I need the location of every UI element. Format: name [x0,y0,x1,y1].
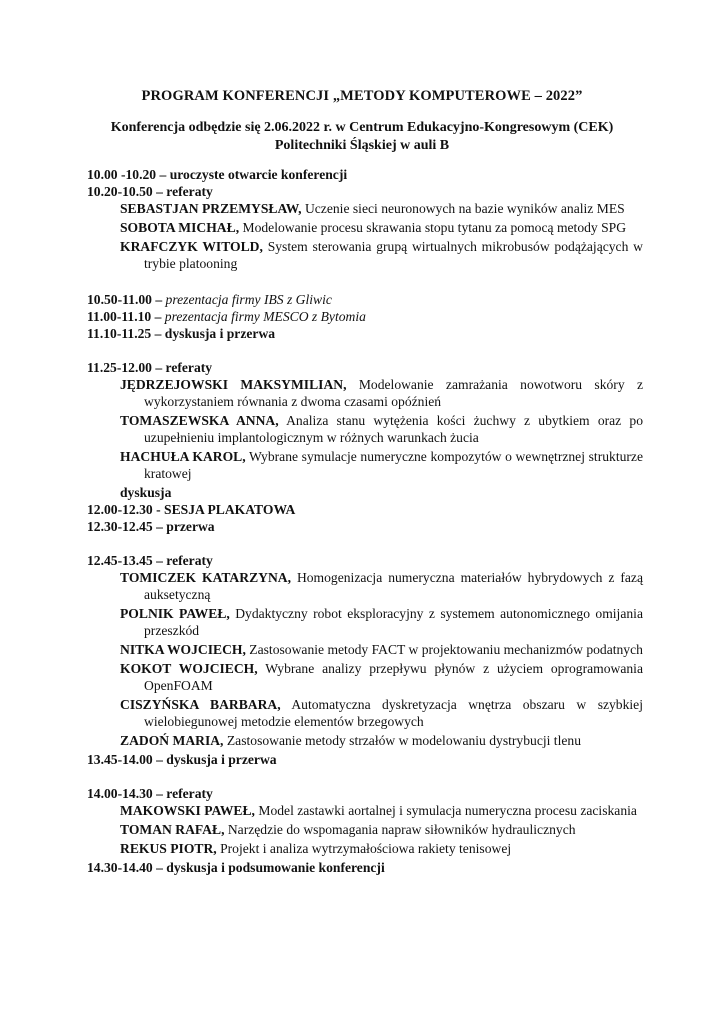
talk-author: NITKA WOJCIECH, [120,642,246,657]
slot-time: 10.20-10.50 [87,184,153,199]
conference-info-line-1: Konferencja odbędzie się 2.06.2022 r. w Centrum Edukacyjno-Kongresowym (CEK) [110,120,614,135]
slot-time: 11.10-11.25 [87,326,152,341]
slot-description: przerwa [166,519,215,534]
slot-time: 11.00-11.10 [87,309,152,324]
slot-separator: – [152,519,167,534]
slot-separator: – [152,184,167,199]
slot-time: 12.30-12.45 [87,519,153,534]
talk-entry [120,660,643,694]
slot-description: dyskusja i przerwa [164,326,276,341]
slot-time: 12.00-12.30 [87,502,153,517]
talk-author: MAKOWSKI PAWEŁ, [120,803,255,818]
talk-entry [120,821,643,838]
schedule-slot [87,751,643,768]
slot-separator: – [151,326,165,341]
talk-title: Homogenizacja numeryczna materiałów hybrydowych z fazą auksetyczną [144,570,643,602]
slot-description: uroczyste otwarcie konferencji [169,167,348,182]
talk-author: SEBASTJAN PRZEMYSŁAW, [120,201,302,216]
talk-title: Dydaktyczny robot eksploracyjny z systemem autonomicznego omijania przeszkód [144,606,643,638]
talk-author: TOMICZEK KATARZYNA, [120,570,291,585]
slot-description: dyskusja i przerwa [166,752,277,767]
slot-separator: – [156,167,170,182]
slot-separator: – [152,860,167,875]
schedule-slot [87,518,643,535]
slot-description: referaty [166,786,213,801]
slot-separator: - [152,502,165,517]
talk-entry [120,200,643,217]
talk-title: Projekt i analiza wytrzymałościowa rakiety tenisowej [216,841,512,856]
slot-separator: – [152,786,167,801]
schedule-slot [87,291,643,308]
talk-author: HACHUŁA KAROL, [120,449,246,464]
talk-entry [120,376,643,410]
talk-author: KOKOT WOJCIECH, [120,661,258,676]
conference-info [0,119,724,155]
schedule-slot [87,859,643,876]
talk-entry [120,641,643,658]
schedule-slot [87,166,643,183]
talk-title: Modelowanie procesu skrawania stopu tytanu za pomocą metody SPG [239,220,627,235]
talk-title: Uczenie sieci neuronowych na bazie wyników analiz MES [301,201,625,216]
spacer [87,274,643,291]
slot-separator: – [152,752,167,767]
talk-entry [120,802,643,819]
slot-description: prezentacja firmy IBS z Gliwic [165,292,332,307]
slot-separator: – [151,309,165,324]
talk-entry [120,448,643,482]
schedule-slot [87,501,643,518]
talk-title: Zastosowanie metody strzałów w modelowaniu dystrybucji tlenu [223,733,581,748]
talk-author: SOBOTA MICHAŁ, [120,220,240,235]
talk-entry [120,696,643,730]
slot-separator: – [152,553,167,568]
schedule-slot [87,359,643,376]
talk-title: Automatyczna dyskretyzacja wnętrza obszaru w szybkiej wielobiegunowej metodzie elementów brzegowych [144,697,643,729]
talk-entry [120,732,643,749]
talk-entry [120,840,643,857]
slot-description: referaty [166,553,213,568]
talk-entry [120,605,643,639]
talk-title: Zastosowanie metody FACT w projektowaniu mechanizmów podatnych [245,642,643,657]
slot-time: 10.00 -10.20 [87,167,157,182]
talk-author: KRAFCZYK WITOLD, [120,239,263,254]
schedule-slot [87,308,643,325]
talk-author: JĘDRZEJOWSKI MAKSYMILIAN, [120,377,347,392]
slot-time: 14.30-14.40 [87,860,153,875]
conference-info-line-2: Politechniki Śląskiej w auli B [274,138,450,153]
schedule-slot [87,183,643,200]
schedule-slot [87,552,643,569]
slot-description: dyskusja i podsumowanie konferencji [166,860,385,875]
talk-author: TOMASZEWSKA ANNA, [120,413,279,428]
slot-description: SESJA PLAKATOWA [164,502,296,517]
talk-title: System sterowania grupą wirtualnych mikrobusów podążających w trybie platooning [144,239,643,271]
spacer [87,535,643,552]
slot-time: 14.00-14.30 [87,786,153,801]
discussion-note: dyskusja [120,485,172,500]
talk-author: REKUS PIOTR, [120,841,217,856]
talk-author: TOMAN RAFAŁ, [120,822,225,837]
page-title: PROGRAM KONFERENCJI „METODY KOMPUTEROWE – 2022” [141,88,583,104]
schedule-slot [87,785,643,802]
talk-title: Wybrane symulacje numeryczne kompozytów o wewnętrznej strukturze kratowej [144,449,643,481]
talk-title: Analiza stanu wytężenia kości żuchwy z ubytkiem oraz po uzupełnieniu implantologicznym w różnych warunkach żucia [144,413,643,445]
talk-entry [120,412,643,446]
spacer [87,768,643,785]
talk-entry [120,569,643,603]
talk-entry [120,238,643,272]
schedule-slot [87,325,643,342]
slot-description: prezentacja firmy MESCO z Bytomia [164,309,366,324]
talk-author: CISZYŃSKA BARBARA, [120,697,281,712]
slot-description: referaty [166,184,213,199]
slot-separator: – [151,360,166,375]
talk-title: Model zastawki aortalnej i symulacja numeryczna procesu zaciskania [254,803,637,818]
program-list [87,166,643,876]
slot-time: 12.45-13.45 [87,553,153,568]
spacer [87,342,643,359]
talk-entry [120,219,643,236]
slot-time: 11.25-12.00 [87,360,152,375]
slot-time: 10.50-11.00 [87,292,152,307]
talk-title: Narzędzie do wspomagania napraw siłowników hydraulicznych [224,822,576,837]
talk-author: POLNIK PAWEŁ, [120,606,230,621]
talk-title: Modelowanie zamrażania nowotworu skóry z wykorzystaniem równania z dwoma czasami opóźnień [144,377,644,409]
slot-description: referaty [165,360,213,375]
talk-title: Wybrane analizy przepływu płynów z użyciem oprogramowania OpenFOAM [144,661,643,693]
slot-separator: – [151,292,166,307]
slot-time: 13.45-14.00 [87,752,153,767]
talk-author: ZADOŃ MARIA, [120,733,224,748]
